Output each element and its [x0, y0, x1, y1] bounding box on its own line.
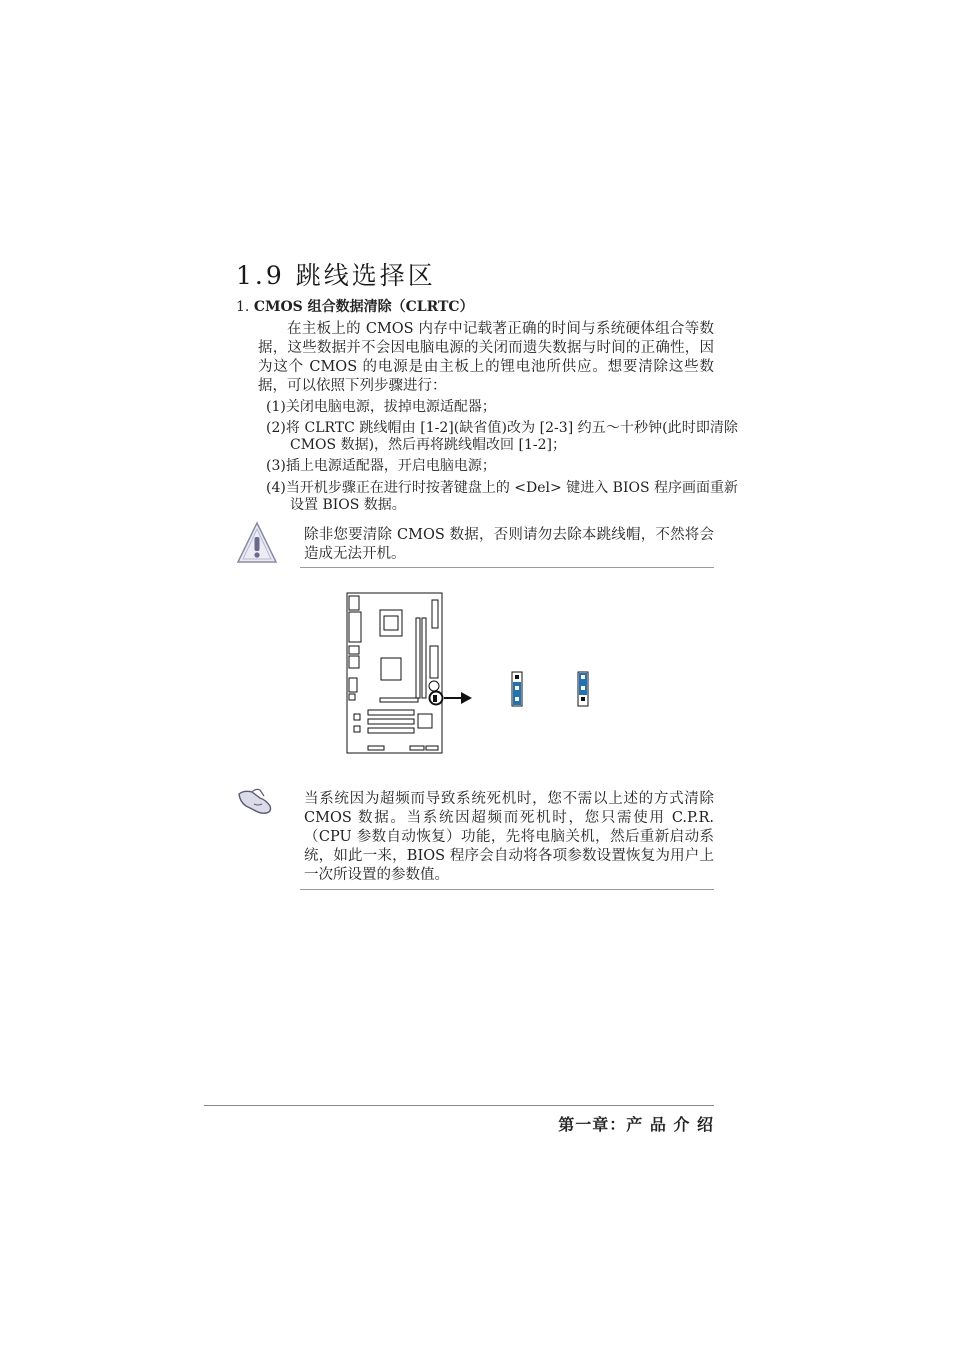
intro-paragraph: 在主板上的 CMOS 内存中记载著正确的时间与系统硬体组合等数据，这些数据并不会因电脑电源的关闭而遗失数据与时间的正确性，因为这个 CMOS 的电源是由主板上的锂电池所供应。想要清除这些数据，可以依照下列步骤进行： — [258, 321, 714, 394]
tip-note: 当系统因为超频而导致系统死机时，您不需以上述的方式清除 CMOS 数据。当系统因超频而死机时，您只需使用 C.P.R.（CPU 参数自动恢复）功能，先将电脑关机，然后重新启动系统，如此一来，BIOS 程序会自动将各项参数设置恢复为用户上一次所设置的参数值。 — [304, 791, 714, 883]
warning-triangle-icon — [236, 520, 278, 564]
step-1: (1)关闭电脑电源，拔掉电源适配器； — [266, 399, 496, 415]
footer-divider — [204, 1105, 714, 1106]
chapter-footer: 第一章：产 品 介 绍 — [558, 1115, 714, 1134]
item-number: 1. — [236, 299, 250, 315]
tip-divider — [300, 889, 714, 890]
step-3: (3)插上电源适配器，开启电脑电源； — [266, 458, 496, 474]
hand-pointing-icon — [236, 784, 276, 816]
note-divider — [300, 567, 714, 568]
step-2: (2)将 CLRTC 跳线帽由 [1-2](缺省值)改为 [2-3] 约五～十秒钟(此时即清除 CMOS 数据)，然后再将跳线帽改回 [1-2]； — [266, 420, 738, 453]
section-title: 1.9 跳线选择区 — [236, 261, 436, 290]
item-title: CMOS 组合数据清除（CLRTC） — [253, 299, 474, 315]
warning-note: 除非您要清除 CMOS 数据，否则请勿去除本跳线帽，不然将会造成无法开机。 — [304, 527, 714, 562]
item-heading — [236, 296, 474, 316]
motherboard-layout-diagram — [340, 588, 600, 758]
jumper-setting-normal — [512, 672, 522, 706]
jumper-setting-clear — [578, 672, 588, 706]
step-4: (4)当开机步骤正在进行时按著键盘上的 <Del> 键进入 BIOS 程序画面重新设置 BIOS 数据。 — [266, 480, 738, 513]
